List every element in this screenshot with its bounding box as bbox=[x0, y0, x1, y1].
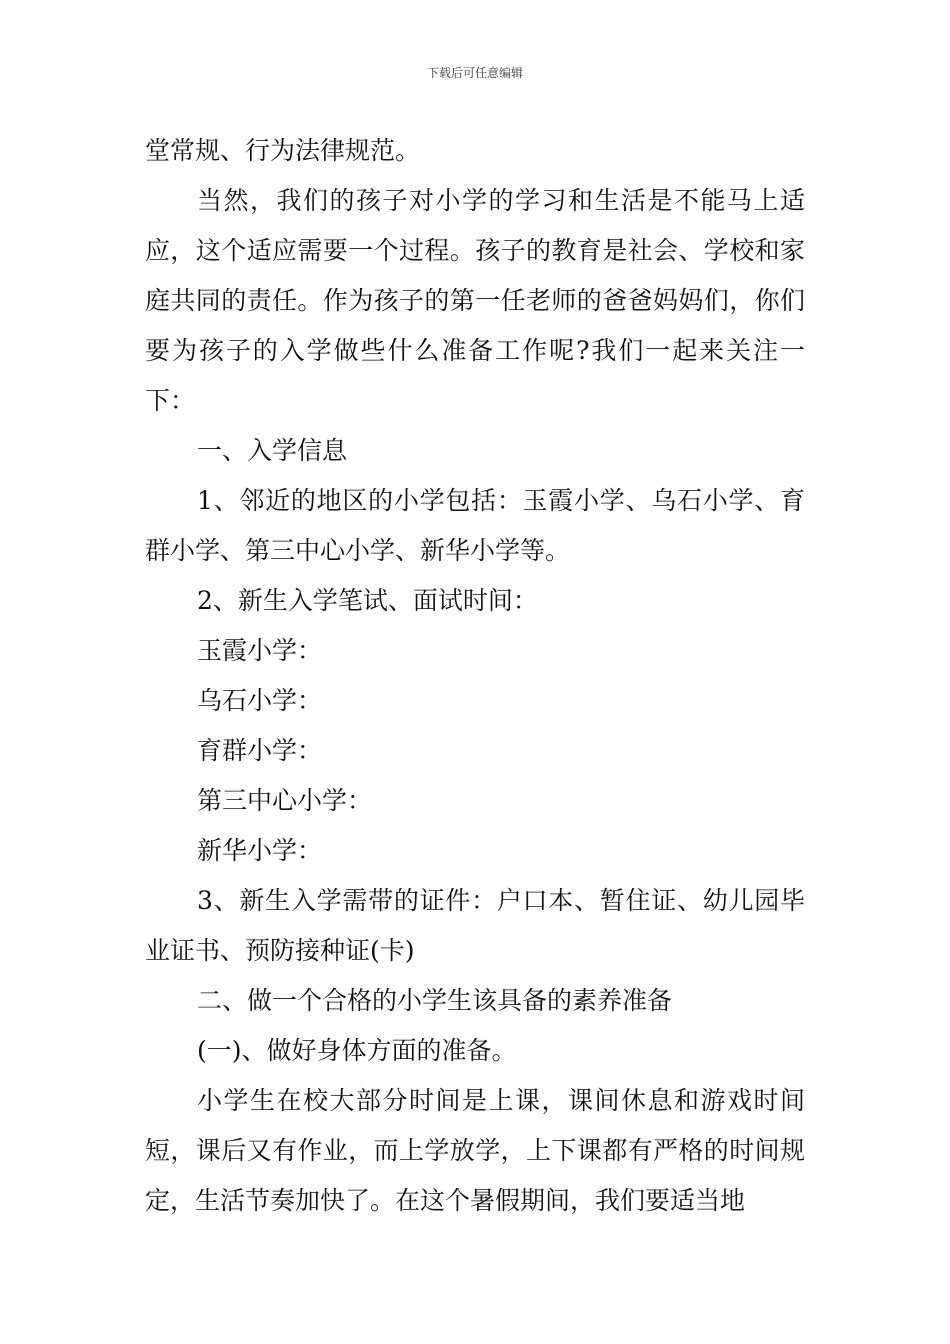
school-line-4: 第三中心小学： bbox=[197, 786, 373, 815]
school-line-3: 育群小学： bbox=[197, 736, 323, 765]
section-heading-2: 二、做一个合格的小学生该具备的素养准备 bbox=[197, 986, 673, 1015]
paragraph-3: 1、邻近的地区的小学包括：玉霞小学、乌石小学、育群小学、第三中心小学、新华小学等。 bbox=[145, 486, 805, 565]
page-header-note: 下载后可任意编辑 bbox=[426, 66, 523, 80]
document-body bbox=[145, 126, 805, 1226]
paragraph-2: 当然，我们的孩子对小学的学习和生活是不能马上适应，这个适应需要一个过程。孩子的教育是社会、学校和家庭共同的责任。作为孩子的第一任老师的爸爸妈妈们，你们要为孩子的入学做些什么准备工作呢?我们一起来关注一下： bbox=[145, 186, 805, 415]
section-heading-1: 一、入学信息 bbox=[197, 436, 348, 465]
paragraph-5: 3、新生入学需带的证件：户口本、暂住证、幼儿园毕业证书、预防接种证(卡) bbox=[145, 886, 805, 965]
school-line-1: 玉霞小学： bbox=[197, 636, 323, 665]
paragraph-4: 2、新生入学笔试、面试时间： bbox=[197, 586, 538, 615]
subsection-heading-1: (一)、做好身体方面的准备。 bbox=[197, 1036, 517, 1065]
school-line-2: 乌石小学： bbox=[197, 686, 323, 715]
school-line-5: 新华小学： bbox=[197, 836, 323, 865]
paragraph-6: 小学生在校大部分时间是上课，课间休息和游戏时间短，课后又有作业，而上学放学，上下课都有严格的时间规定，生活节奏加快了。在这个暑假期间，我们要适当地 bbox=[145, 1086, 805, 1215]
paragraph-1: 堂常规、行为法律规范。 bbox=[145, 136, 421, 165]
